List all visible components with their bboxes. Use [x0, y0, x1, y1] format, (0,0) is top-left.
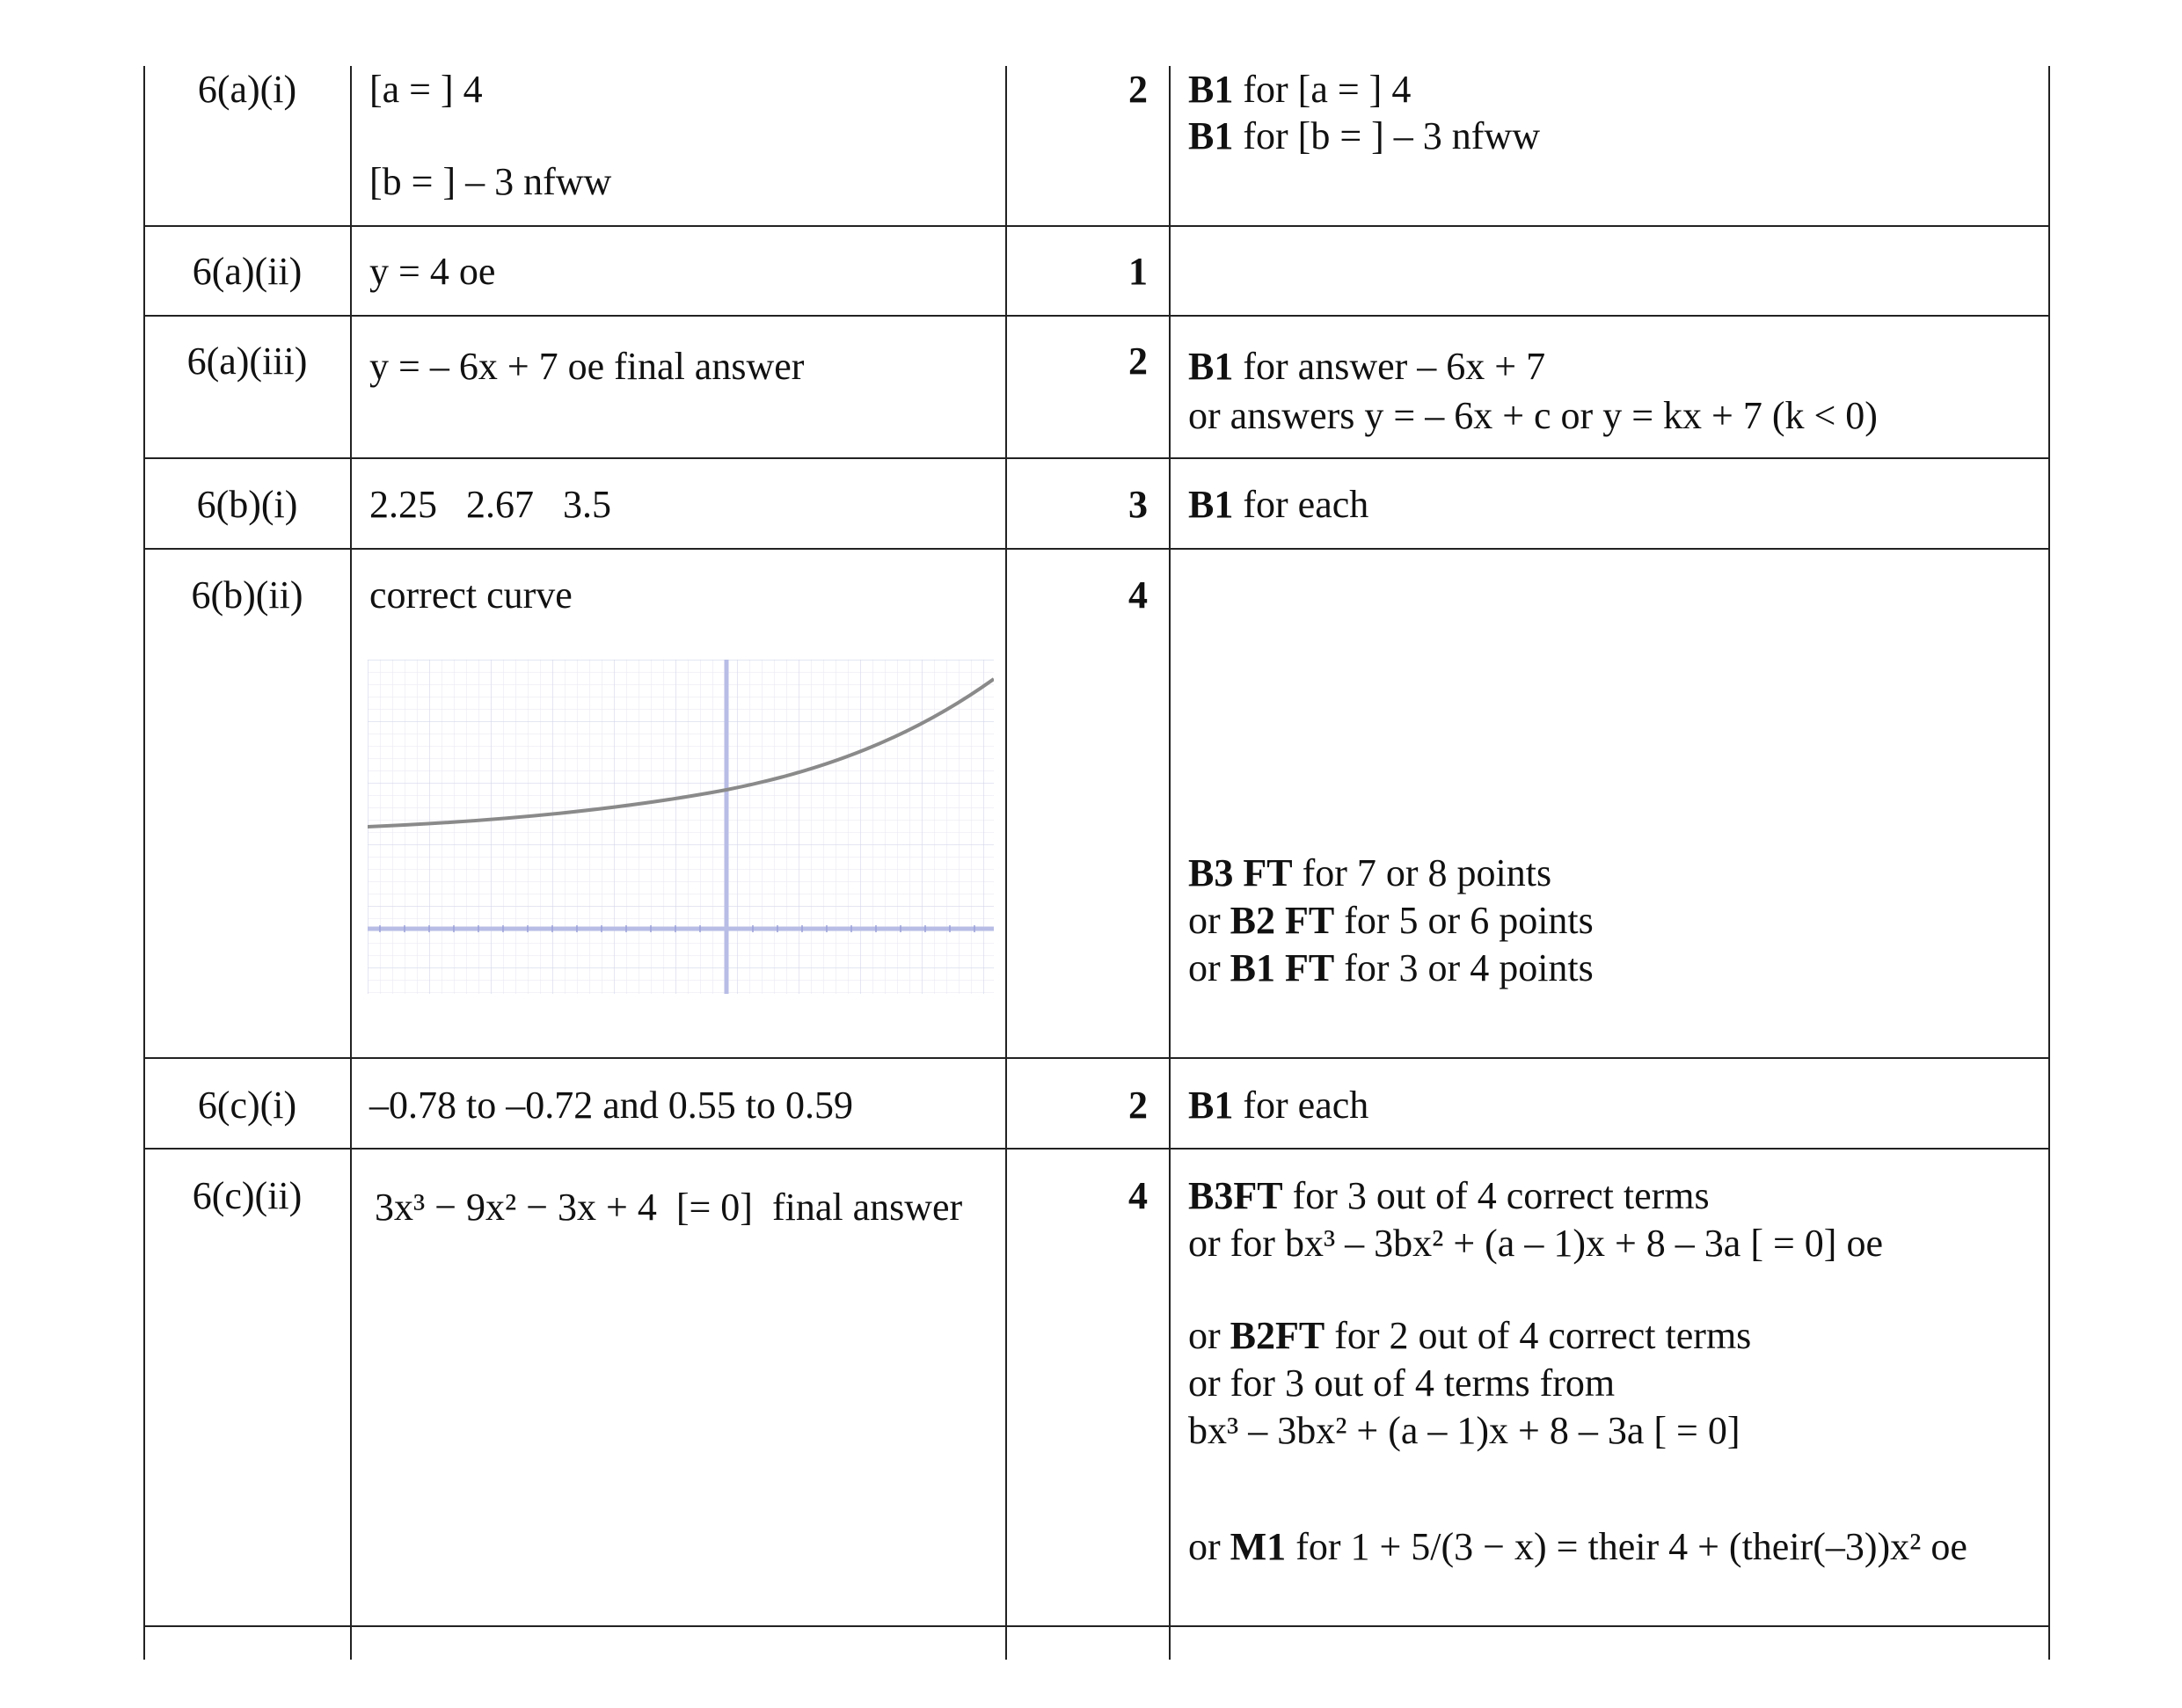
guidance-text: for 3 out of 4 correct terms	[1282, 1174, 1710, 1217]
answer-line: 2.25 2.67 3.5	[369, 483, 611, 526]
mark-code: B1	[1188, 1084, 1234, 1127]
question-number: 6(a)(iii)	[186, 339, 308, 383]
row-divider	[143, 1148, 2050, 1150]
guidance-line	[1188, 481, 1368, 529]
guidance-text: for each	[1233, 483, 1369, 526]
answer-line: correct curve	[369, 573, 573, 617]
correct-curve-graph	[368, 660, 994, 994]
guidance-line: bx³ – 3bx² + (a – 1)x + 8 – 3a [ = 0]	[1188, 1409, 1740, 1452]
row-divider	[143, 1057, 2050, 1059]
marks-value: 3	[1128, 483, 1148, 526]
marks-value: 4	[1128, 1174, 1148, 1217]
guidance-text: for each	[1233, 1084, 1369, 1127]
row-divider	[143, 225, 2050, 227]
answer-line: [b = ] – 3 nfww	[369, 160, 612, 203]
guidance-text: for 7 or 8 points	[1292, 851, 1552, 894]
guidance-line	[1188, 850, 1551, 897]
row-divider	[143, 1625, 2050, 1627]
guidance-text: for 5 or 6 points	[1334, 899, 1594, 942]
guidance-line	[1188, 343, 1545, 391]
column-divider-1	[350, 66, 352, 1660]
answer-line: 3x³ − 9x² − 3x + 4 [= 0] final answer	[375, 1186, 963, 1229]
guidance-line	[1188, 945, 1594, 992]
guidance-text: or	[1188, 899, 1230, 942]
mark-code: B2FT	[1230, 1314, 1325, 1357]
marks-value: 1	[1128, 250, 1148, 293]
question-number: 6(c)(ii)	[192, 1174, 303, 1217]
marks-value: 2	[1128, 1084, 1148, 1127]
marks-value: 4	[1128, 573, 1148, 617]
guidance-line	[1188, 1172, 1710, 1220]
guidance-text: for answer – 6x + 7	[1233, 345, 1546, 388]
answer-line: y = 4 oe	[369, 250, 496, 293]
answer-line: [a = ] 4	[369, 68, 483, 111]
table-border-right	[2048, 66, 2050, 1660]
guidance-line: or for bx³ – 3bx² + (a – 1)x + 8 – 3a [ = 0] oe	[1188, 1222, 1883, 1265]
marks-value: 2	[1128, 339, 1148, 383]
guidance-line	[1188, 1082, 1368, 1129]
question-number: 6(a)(ii)	[192, 250, 303, 293]
table-border-left	[143, 66, 145, 1660]
guidance-line	[1188, 897, 1594, 945]
marks-value: 2	[1128, 68, 1148, 111]
row-divider	[143, 315, 2050, 317]
answer-line: –0.78 to –0.72 and 0.55 to 0.59	[369, 1084, 853, 1127]
question-number: 6(b)(i)	[196, 483, 298, 526]
answer-line: y = – 6x + 7 oe final answer	[369, 345, 805, 388]
guidance-text: for [b = ] – 3 nfww	[1233, 114, 1540, 157]
column-divider-2	[1005, 66, 1007, 1660]
row-divider	[143, 548, 2050, 550]
guidance-line	[1188, 1523, 1967, 1571]
guidance-text: for [a = ] 4	[1233, 68, 1412, 111]
guidance-line	[1188, 66, 1411, 113]
guidance-text: for 2 out of 4 correct terms	[1325, 1314, 1752, 1357]
guidance-line: or for 3 out of 4 terms from	[1188, 1361, 1616, 1405]
row-divider	[143, 457, 2050, 459]
graph-grid	[368, 660, 994, 994]
question-number: 6(a)(i)	[197, 68, 297, 111]
mark-code: B2 FT	[1230, 899, 1335, 942]
guidance-line	[1188, 113, 1540, 160]
guidance-text: for 3 or 4 points	[1334, 946, 1594, 989]
guidance-line	[1188, 1312, 1751, 1360]
mark-code: B1 FT	[1230, 946, 1335, 989]
mark-code: B3 FT	[1188, 851, 1293, 894]
mark-code: B1	[1188, 345, 1234, 388]
guidance-text: or	[1188, 946, 1230, 989]
mark-code: B1	[1188, 483, 1234, 526]
guidance-text: for 1 + 5/(3 − x) = their 4 + (their(–3))x² oe	[1286, 1525, 1967, 1568]
mark-code: B1	[1188, 68, 1234, 111]
mark-code: B3FT	[1188, 1174, 1283, 1217]
question-number: 6(b)(ii)	[191, 573, 303, 617]
mark-code: M1	[1230, 1525, 1287, 1568]
guidance-text: or	[1188, 1314, 1230, 1357]
column-divider-3	[1169, 66, 1171, 1660]
guidance-text: or	[1188, 1525, 1230, 1568]
question-number: 6(c)(i)	[197, 1084, 297, 1127]
guidance-line: or answers y = – 6x + c or y = kx + 7 (k < 0)	[1188, 394, 1878, 437]
mark-code: B1	[1188, 114, 1234, 157]
